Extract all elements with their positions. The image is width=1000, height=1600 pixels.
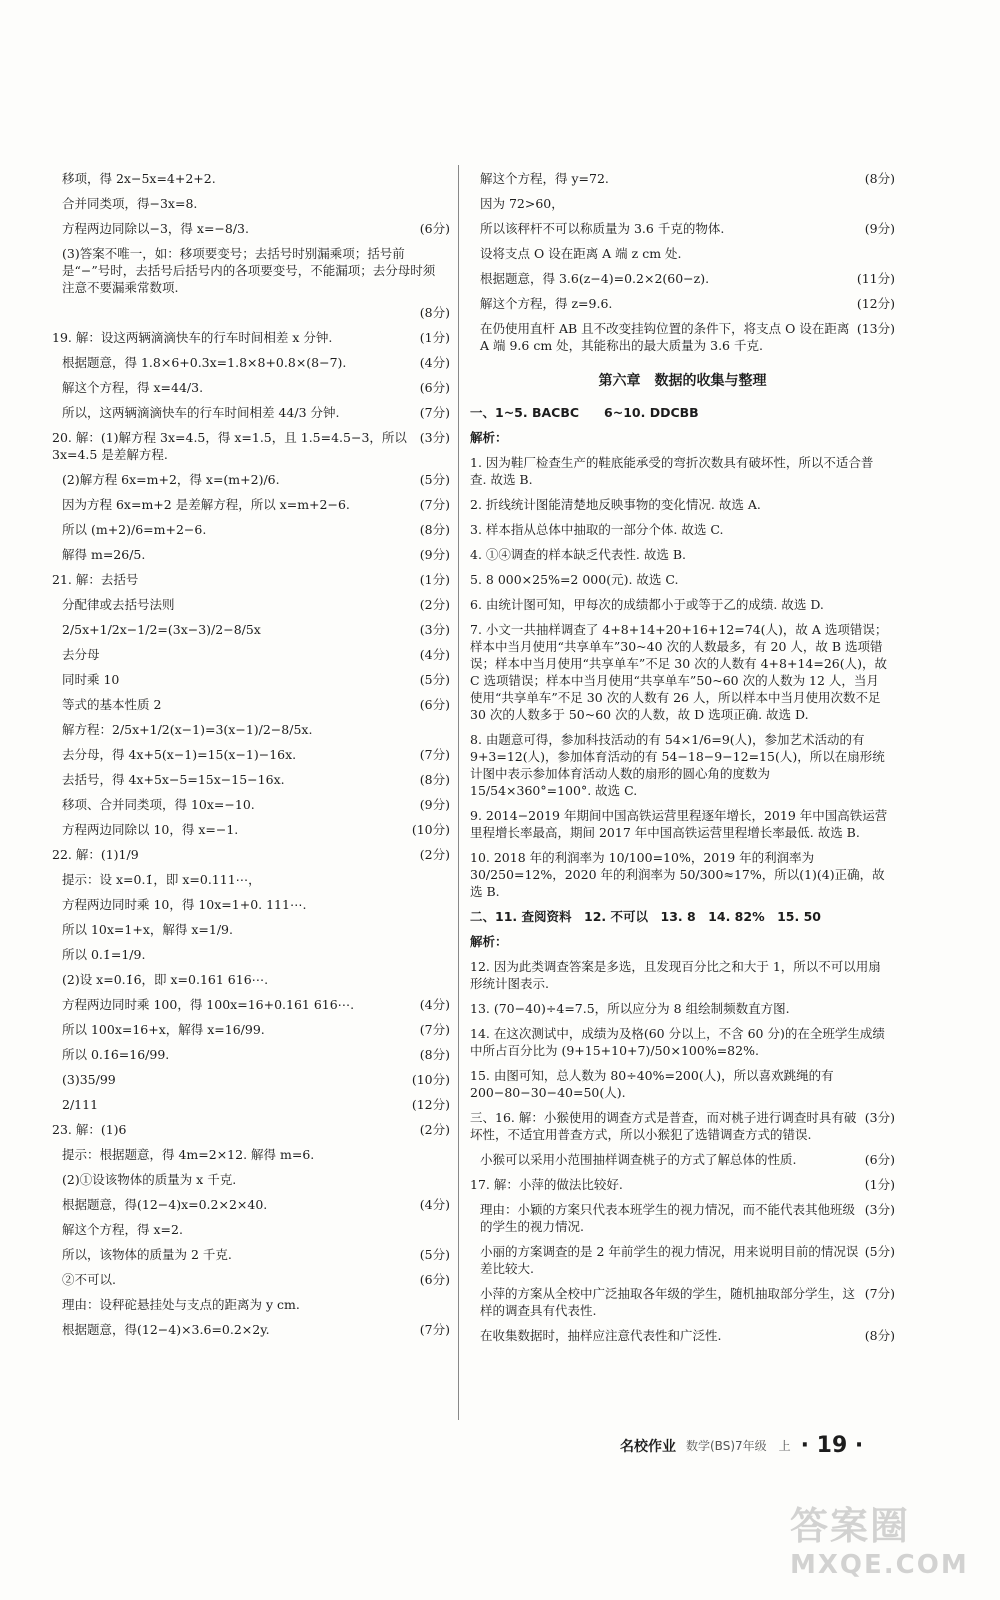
text-line [52, 846, 450, 863]
line-text: 解这个方程，得 x=44/3. [62, 380, 204, 395]
text-line [470, 1067, 895, 1101]
line-text: 等式的基本性质 2 [62, 697, 162, 712]
text-line [470, 731, 895, 799]
score-mark: (7分) [419, 747, 450, 762]
text-line [52, 771, 450, 788]
line-text: 根据题意，得(12−4)×3.6=0.2×2y. [62, 1322, 270, 1337]
line-text: 合并同类项，得−3x=8. [62, 196, 198, 211]
line-text: 21. 解：去括号 [52, 572, 139, 587]
text-line [52, 379, 450, 396]
text-line [52, 220, 450, 237]
line-text: 2. 折线统计图能清楚地反映事物的变化情况. 故选 A. [470, 497, 761, 512]
score-mark: (7分) [419, 405, 450, 420]
score-mark: (8分) [419, 772, 450, 787]
line-text: 方程两边同除以 10，得 x=−1. [62, 822, 239, 837]
text-line [52, 329, 450, 346]
score-mark: (10分) [411, 1072, 450, 1087]
score-mark: (8分) [419, 1047, 450, 1062]
text-line [470, 1201, 895, 1235]
score-mark: (7分) [419, 1322, 450, 1337]
text-line [52, 921, 450, 938]
line-text: 12. 因为此类调查答案是多选，且发现百分比之和大于 1，所以不可以用扇形统计图表示. [470, 959, 881, 991]
line-text: 小萍的方案从全校中广泛抽取各年级的学生，随机抽取部分学生，这样的调查具有代表性. [480, 1286, 856, 1318]
text-line [52, 1121, 450, 1138]
line-text: 解这个方程，得 z=9.6. [480, 296, 613, 311]
line-text: 所以 10x=1+x，解得 x=1/9. [62, 922, 233, 937]
text-line [52, 621, 450, 638]
text-line [470, 320, 895, 354]
line-text: 因为方程 6x=m+2 是差解方程，所以 x=m+2−6. [62, 497, 350, 512]
text-line [52, 1221, 450, 1238]
text-line [470, 1243, 895, 1277]
score-mark: (9分) [419, 547, 450, 562]
text-line [52, 946, 450, 963]
line-text: 提示：根据题意，得 4m=2×12. 解得 m=6. [62, 1147, 315, 1162]
text-line [52, 1096, 450, 1113]
line-text: 提示：设 x=0.1̇，即 x=0.111⋯， [62, 872, 261, 887]
line-text: 移项、合并同类项，得 10x=−10. [62, 797, 255, 812]
text-line [52, 1021, 450, 1038]
text-line [470, 521, 895, 538]
text-line [52, 796, 450, 813]
line-text: 22. 解：(1)1/9 [52, 847, 139, 862]
text-line [470, 571, 895, 588]
line-text: 在收集数据时，抽样应注意代表性和广泛性. [480, 1328, 722, 1343]
score-mark: (8分) [419, 305, 450, 320]
score-mark: (5分) [419, 472, 450, 487]
line-text: 5. 8 000×25%=2 000(元). 故选 C. [470, 572, 679, 587]
score-mark: (4分) [419, 1197, 450, 1212]
text-line [52, 996, 450, 1013]
text-line [470, 170, 895, 187]
text-line [470, 220, 895, 237]
text-line [470, 496, 895, 513]
line-text: 小丽的方案调查的是 2 年前学生的视力情况，用来说明目前的情况误差比较大. [480, 1244, 859, 1276]
line-text: 同时乘 10 [62, 672, 120, 687]
line-text: 2/111 [62, 1097, 99, 1112]
watermark-url: MXQE.COM [790, 1550, 969, 1580]
text-line [52, 170, 450, 187]
footer-subject: 数学(BS)7年级 上 [686, 1439, 791, 1453]
line-text: 10. 2018 年的利润率为 10/100=10%，2019 年的利润率为 30/250=12%，2020 年的利润率为 50/300≈17%，所以(1)(4)正确，故选 B. [470, 850, 885, 899]
score-mark: (12分) [411, 1097, 450, 1112]
text-line [470, 546, 895, 563]
line-text: (3)35/99 [62, 1072, 116, 1087]
line-text: 因为 72>60， [480, 196, 564, 211]
score-mark: (6分) [419, 380, 450, 395]
score-mark: (3分) [864, 1110, 895, 1125]
text-line [470, 404, 895, 421]
text-line [52, 1071, 450, 1088]
score-mark: (11分) [856, 271, 895, 286]
text-line [470, 245, 895, 262]
text-line [52, 571, 450, 588]
line-text: ②不可以. [62, 1272, 116, 1287]
line-text: 去分母，得 4x+5(x−1)=15(x−1)−16x. [62, 747, 297, 762]
line-text: 根据题意，得(12−4)x=0.2×2×40. [62, 1197, 268, 1212]
score-mark: (9分) [419, 797, 450, 812]
line-text: 移项，得 2x−5x=4+2+2. [62, 171, 216, 186]
line-text: 所以 0.1̇=1/9. [62, 947, 146, 962]
line-text: 解析： [470, 430, 508, 445]
score-mark: (2分) [419, 847, 450, 862]
line-text: 1. 因为鞋厂检查生产的鞋底能承受的弯折次数具有破坏性，所以不适合普查. 故选 B. [470, 455, 874, 487]
text-line [52, 1271, 450, 1288]
score-mark: (10分) [411, 822, 450, 837]
line-text: 理由：设秤砣悬挂处与支点的距离为 y cm. [62, 1297, 300, 1312]
text-line [52, 546, 450, 563]
line-text: 所以 0.1̇6̇=16/99. [62, 1047, 170, 1062]
line-text: 分配律或去括号法则 [62, 597, 175, 612]
score-mark: (13分) [856, 321, 895, 336]
score-mark: (6分) [419, 1272, 450, 1287]
left-column [52, 170, 450, 1346]
text-line [52, 871, 450, 888]
score-mark: (1分) [864, 1177, 895, 1192]
text-line [52, 746, 450, 763]
line-text: 19. 解：设这两辆滴滴快车的行车时间相差 x 分钟. [52, 330, 333, 345]
line-text: 方程两边同时乘 100，得 100x=16+0.161 616⋯. [62, 997, 355, 1012]
score-mark: (9分) [864, 221, 895, 236]
line-text: 方程两边同除以−3，得 x=−8/3. [62, 221, 249, 236]
text-line [52, 696, 450, 713]
score-mark: (1分) [419, 330, 450, 345]
text-line [52, 1321, 450, 1338]
text-line [470, 807, 895, 841]
text-line [470, 958, 895, 992]
line-text: 所以 100x=16+x，解得 x=16/99. [62, 1022, 265, 1037]
line-text: (2)解方程 6x=m+2，得 x=(m+2)/6. [62, 472, 280, 487]
line-text: 解方程：2/5x+1/2(x−1)=3(x−1)/2−8/5x. [62, 722, 313, 737]
watermark-text: 答案圈 [790, 1504, 911, 1548]
score-mark: (8分) [864, 1328, 895, 1343]
line-text: 根据题意，得 3.6(z−4)=0.2×2(60−z). [480, 271, 710, 286]
line-text: (2)①设该物体的质量为 x 千克. [62, 1172, 237, 1187]
score-mark: (2分) [419, 1122, 450, 1137]
text-line [52, 1046, 450, 1063]
line-text: (2)设 x=0.1̇6̇，即 x=0.161 616⋯. [62, 972, 269, 987]
text-line [470, 1327, 895, 1344]
score-mark: (5分) [419, 672, 450, 687]
text-line [470, 1109, 895, 1143]
text-line [52, 404, 450, 421]
line-text: 14. 在这次测试中，成绩为及格(60 分以上，不含 60 分)的在全班学生成绩中所占百分比为 (9+15+10+7)/50×100%=82%. [470, 1026, 885, 1058]
line-text: 所以，这两辆滴滴快车的行车时间相差 44/3 分钟. [62, 405, 340, 420]
score-mark: (6分) [864, 1152, 895, 1167]
line-text: 三、16. 解：小猴使用的调查方式是普查，而对桃子进行调查时具有破坏性，不适宜用普查方式，所以小猴犯了选错调查方式的错误. [470, 1110, 857, 1142]
score-mark: (6分) [419, 221, 450, 236]
text-line [52, 195, 450, 212]
line-text: 4. ①④调查的样本缺乏代表性. 故选 B. [470, 547, 686, 562]
text-line [52, 354, 450, 371]
line-text: 所以 (m+2)/6=m+2−6. [62, 522, 207, 537]
line-text: 设将支点 O 设在距离 A 端 z cm 处. [480, 246, 682, 261]
line-text: 6. 由统计图可知，甲每次的成绩都小于或等于乙的成绩. 故选 D. [470, 597, 824, 612]
score-mark: (3分) [419, 622, 450, 637]
column-divider [458, 165, 459, 1420]
line-text: 去分母 [62, 647, 100, 662]
text-line [52, 896, 450, 913]
right-bottom-block [470, 404, 895, 1344]
text-line [52, 471, 450, 488]
right-top-block [470, 170, 895, 354]
text-line [52, 971, 450, 988]
text-line [470, 270, 895, 287]
text-line [52, 1171, 450, 1188]
score-mark: (7分) [419, 497, 450, 512]
text-line [470, 295, 895, 312]
text-line [470, 195, 895, 212]
text-line [470, 908, 895, 925]
line-text: 3. 样本指从总体中抽取的一部分个体. 故选 C. [470, 522, 724, 537]
score-mark: (4分) [419, 355, 450, 370]
line-text: 解这个方程，得 x=2. [62, 1222, 183, 1237]
text-line [52, 521, 450, 538]
text-line [52, 596, 450, 613]
text-line [52, 646, 450, 663]
text-line [52, 245, 450, 296]
line-text: 9. 2014−2019 年期间中国高铁运营里程逐年增长，2019 年中国高铁运营里程增长率最高，期间 2017 年中国高铁运营里程增长率最低. 故选 B. [470, 808, 888, 840]
text-line [52, 1196, 450, 1213]
text-line [470, 1285, 895, 1319]
text-line [470, 933, 895, 950]
text-line [470, 1176, 895, 1193]
watermark-logo [790, 1495, 970, 1590]
line-text: 在仍使用直杆 AB 且不改变挂钩位置的条件下，将支点 O 设在距离 A 端 9.6 cm 处，其能称出的最大质量为 3.6 千克. [480, 321, 850, 353]
page-footer [620, 1433, 863, 1458]
line-text: 8. 由题意可得，参加科技活动的有 54×1/6=9(人)，参加艺术活动的有 9+3=12(人)，参加体育活动的有 54−18−9−12=15(人)，所以在扇形统计图中表示参加体育活动人数的扇形的圆心角的度数为 15/54×360°=100°. 故选 C. [470, 732, 885, 798]
line-text: 解析： [470, 934, 508, 949]
score-mark: (5分) [419, 1247, 450, 1262]
line-text: (3)答案不唯一，如：移项要变号；去括号时别漏乘项；括号前是“−”号时，去括号后括号内的各项要变号，不能漏项；去分母时须注意不要漏乘常数项. [62, 246, 436, 295]
score-mark: (4分) [419, 647, 450, 662]
line-text: 根据题意，得 1.8×6+0.3x=1.8×8+0.8×(8−7). [62, 355, 347, 370]
line-text: 解得 m=26/5. [62, 547, 146, 562]
score-mark: (7分) [419, 1022, 450, 1037]
score-mark: (4分) [419, 997, 450, 1012]
text-line [52, 671, 450, 688]
page-number: · 19 · [800, 1433, 864, 1458]
score-mark: (3分) [419, 430, 450, 445]
line-text: 二、11. 查阅资料 12. 不可以 13. 8 14. 82% 15. 50 [470, 909, 821, 924]
score-mark: (3分) [864, 1202, 895, 1217]
line-text: 一、1~5. BACBC 6~10. DDCBB [470, 405, 699, 420]
line-text: 15. 由图可知，总人数为 80÷40%=200(人)，所以喜欢跳绳的有 200−80−30−40=50(人). [470, 1068, 834, 1100]
score-mark: (8分) [419, 522, 450, 537]
text-line [52, 721, 450, 738]
text-line [470, 596, 895, 613]
line-text: 方程两边同时乘 10，得 10x=1+0. 111⋯. [62, 897, 307, 912]
text-line [52, 821, 450, 838]
text-line [52, 1146, 450, 1163]
line-text: 理由：小颖的方案只代表本班学生的视力情况，而不能代表其他班级的学生的视力情况. [480, 1202, 856, 1234]
line-text: 2/5x+1/2x−1/2=(3x−3)/2−8/5x [62, 622, 261, 637]
text-line [470, 429, 895, 446]
line-text: 20. 解：(1)解方程 3x=4.5，得 x=1.5，且 1.5=4.5−3，所以 3x=4.5 是差解方程. [52, 430, 407, 462]
line-text: 去括号，得 4x+5x−5=15x−15−16x. [62, 772, 285, 787]
line-text: 解这个方程，得 y=72. [480, 171, 609, 186]
line-text: 23. 解：(1)6 [52, 1122, 127, 1137]
score-mark: (1分) [419, 572, 450, 587]
score-mark: (6分) [419, 697, 450, 712]
text-line [52, 496, 450, 513]
score-mark: (12分) [856, 296, 895, 311]
footer-brand: 名校作业 [620, 1438, 676, 1455]
text-line [52, 1246, 450, 1263]
score-mark: (7分) [864, 1286, 895, 1301]
text-line [470, 454, 895, 488]
text-line [470, 1025, 895, 1059]
line-text: 7. 小文一共抽样调查了 4+8+14+20+16+12=74(人)，故 A 选项错误；样本中当月使用“共享单车”30~40 次的人数最多，有 20 人，故 B 选项错误；样本中当月使用“共享单车”不足 30 次的人数有 4+8+14=26(人)，故 C 选项错误；样本中当月使用“共享单车”50~60 次的人数为 12 人，当月使用“共享单车”不足 30 次的人数有 26 人，所以样本中当月使用次数不足 30 次的人数多于 50~60 次的人数，故 D 选项正确. 故选 D. [470, 622, 888, 722]
chapter-title: 第六章 数据的收集与整理 [598, 373, 767, 389]
text-line [52, 429, 450, 463]
text-line [470, 849, 895, 900]
text-line [52, 304, 450, 321]
score-mark: (5分) [864, 1244, 895, 1259]
right-column [470, 170, 895, 1352]
line-text: 所以该秤杆不可以称质量为 3.6 千克的物体. [480, 221, 725, 236]
line-text: 所以，该物体的质量为 2 千克. [62, 1247, 232, 1262]
line-text: 17. 解：小萍的做法比较好. [470, 1177, 623, 1192]
text-line [470, 1000, 895, 1017]
score-mark: (2分) [419, 597, 450, 612]
line-text: 13. (70−40)÷4=7.5，所以应分为 8 组绘制频数直方图. [470, 1001, 790, 1016]
score-mark: (8分) [864, 171, 895, 186]
text-line [470, 1151, 895, 1168]
text-line [470, 621, 895, 723]
text-line [52, 1296, 450, 1313]
line-text: 小猴可以采用小范围抽样调查桃子的方式了解总体的性质. [480, 1152, 797, 1167]
